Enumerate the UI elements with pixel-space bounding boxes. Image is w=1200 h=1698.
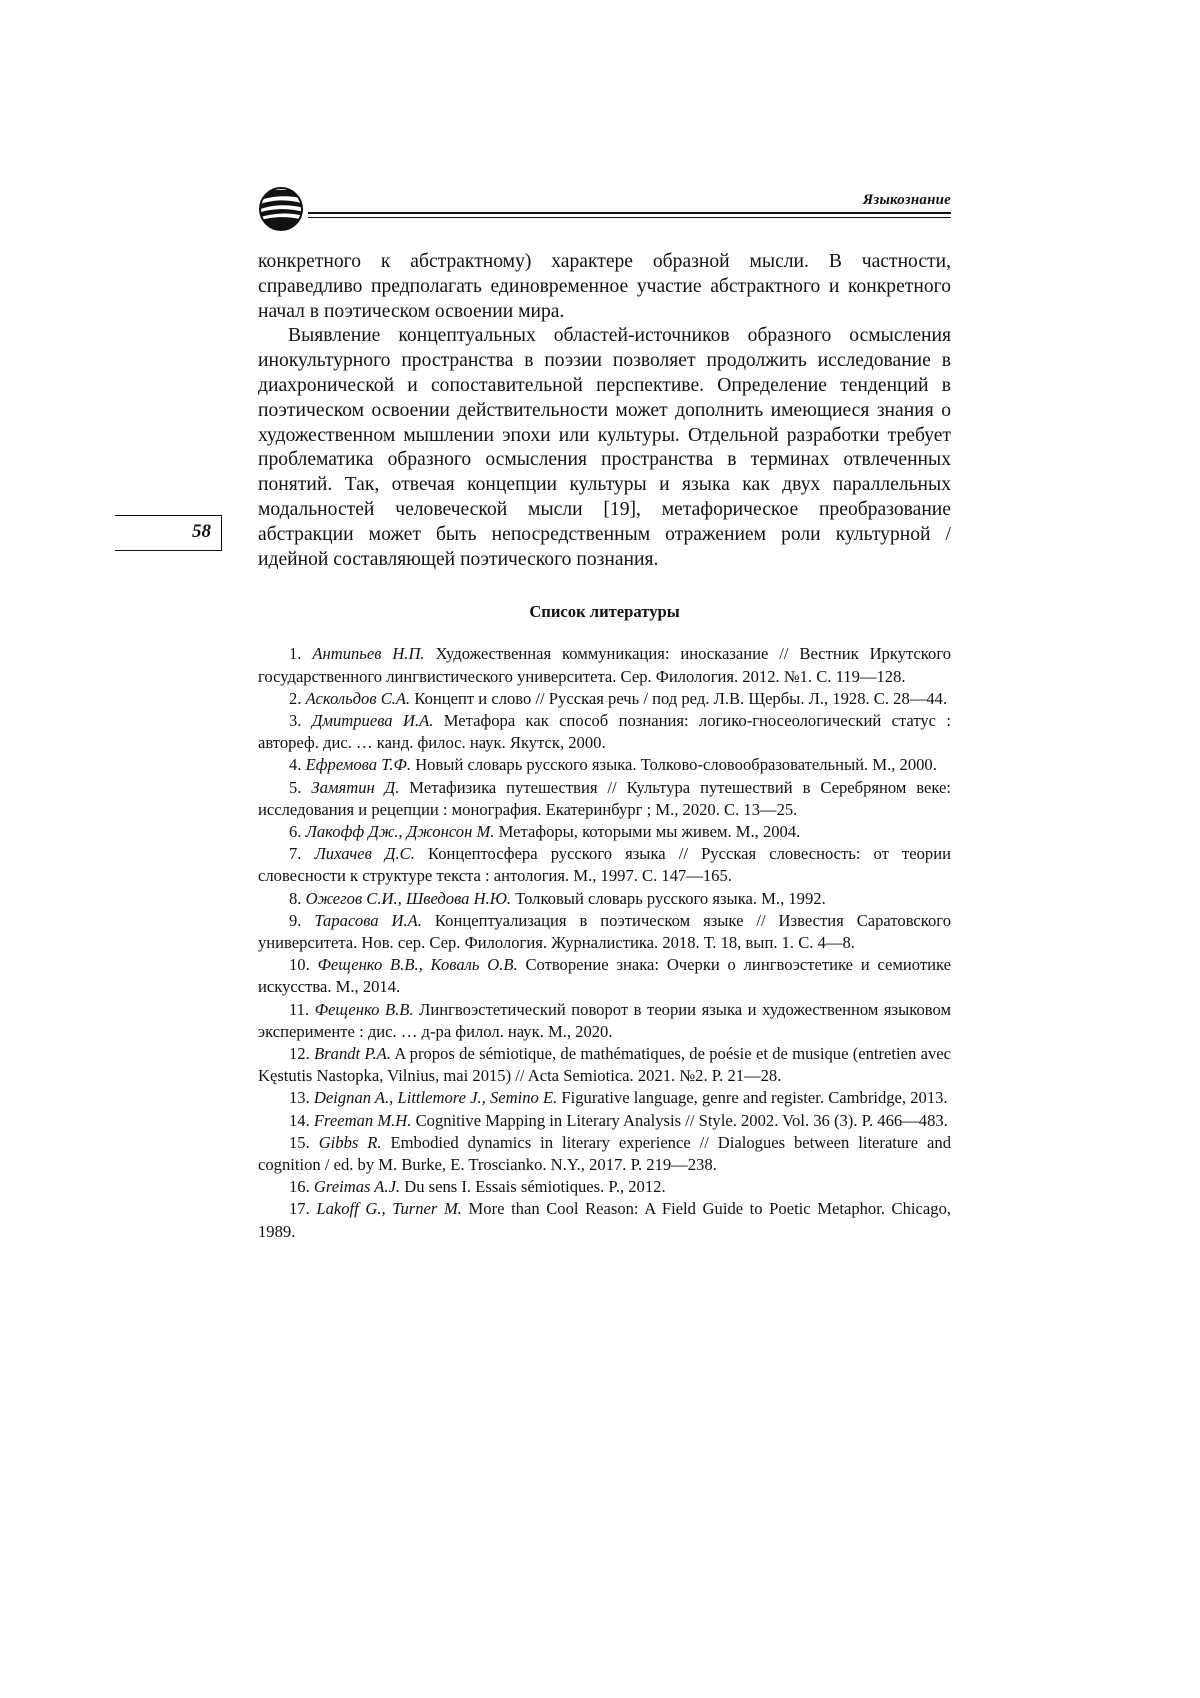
reference-text: More than Cool Reason: A Field Guide to Poetic Metaphor. Chicago, 1989.	[258, 1199, 952, 1241]
reference-number: 13.	[289, 1088, 310, 1108]
reference-text: Концептуализация в поэтическом языке // Известия Саратовского университета. Нов. сер. Сер. Филология. Журналистика. 2018. Т. 18, вып. 1. С. 4—8.	[258, 910, 952, 952]
reference-item	[258, 643, 951, 687]
reference-authors: Freeman M.H.	[313, 1110, 412, 1130]
reference-item	[258, 910, 951, 954]
reference-text: Концептосфера русского языка // Русская словесность: от теории словесности к структуре текста : антология. М., 1997. С. 147—165.	[258, 844, 951, 886]
reference-authors: Ефремова Т.Ф.	[305, 755, 412, 775]
reference-text: Толковый словарь русского языка. М., 1992.	[515, 888, 826, 908]
reference-text: Художественная коммуникация: иносказание // Вестник Иркутского государственного лингвистического университета. Сер. Филология. 2012. №1. С. 119—128.	[258, 644, 952, 686]
running-header	[258, 186, 951, 234]
body-paragraph: Выявление концептуальных областей-источников образного осмысления инокультурного пространства в поэзии позволяет продолжить исследование в диахронической и сопоставительной перспективе. Определение тенденций в поэтическом освоении действительности может дополнить имеющиеся знания о художественном мышлении эпохи или культуры. Отдельной разработки требует проблематика образного осмысления пространства в терминах отвлеченных понятий. Так, отвечая концепции культуры и языка как двух параллельных модальностей человеческой мысли [19], метафорическое преобразование абстракции может быть непосредственным отражением роли культурной / идейной составляющей поэтического познания.	[258, 325, 951, 570]
section-title: Языкознание	[862, 192, 951, 208]
reference-text: Лингвоэстетический поворот в теории языка и художественном языковом эксперименте : дис. … д-ра филол. наук. М., 2020.	[258, 999, 951, 1041]
reference-authors: Фещенко В.В.	[314, 999, 414, 1019]
reference-authors: Deignan A., Littlemore J., Semino E.	[313, 1088, 558, 1108]
reference-item	[258, 821, 951, 843]
reference-text: Новый словарь русского языка. Толково-словообразовательный. М., 2000.	[415, 755, 937, 775]
reference-number: 7.	[289, 844, 302, 864]
reference-text: Метафизика путешествия // Культура путешествий в Серебряном веке: исследования и рецепции : монография. Екатеринбург ; М., 2020. С. 13—25.	[258, 777, 952, 819]
reference-item	[258, 999, 951, 1043]
reference-item	[258, 1176, 951, 1198]
reference-authors: Аскольдов С.А.	[305, 688, 411, 708]
reference-text: Концепт и слово // Русская речь / под ред. Л.В. Щербы. Л., 1928. С. 28—44.	[414, 688, 948, 708]
reference-authors: Фещенко В.В., Коваль О.В.	[317, 955, 518, 975]
reference-item	[258, 777, 951, 821]
reference-authors: Greimas A.J.	[313, 1177, 401, 1197]
page-number-box	[115, 515, 222, 551]
reference-number: 12.	[289, 1044, 310, 1064]
reference-authors: Lakoff G., Turner M.	[316, 1199, 462, 1219]
reference-number: 5.	[289, 777, 302, 797]
reference-number: 1.	[289, 644, 302, 664]
reference-number: 9.	[289, 910, 302, 930]
reference-item	[258, 1132, 951, 1176]
reference-authors: Gibbs R.	[318, 1132, 382, 1152]
reference-authors: Brandt P.A.	[314, 1044, 391, 1064]
reference-number: 6.	[289, 821, 302, 841]
reference-authors: Лихачев Д.С.	[314, 844, 415, 864]
reference-number: 10.	[289, 955, 310, 975]
reference-number: 11.	[289, 999, 310, 1019]
reference-number: 8.	[289, 888, 302, 908]
reference-number: 17.	[289, 1199, 310, 1219]
header-rule-thick	[308, 212, 951, 214]
reference-item	[258, 688, 951, 710]
reference-item	[258, 1198, 951, 1242]
reference-number: 4.	[289, 755, 302, 775]
reference-item	[258, 1043, 951, 1087]
reference-text: Du sens I. Essais sémiotiques. P., 2012.	[404, 1177, 666, 1197]
reference-text: Метафора как способ познания: логико-гносеологический статус : автореф. дис. … канд. филос. наук. Якутск, 2000.	[258, 710, 952, 753]
reference-item	[258, 710, 951, 754]
references-list	[258, 643, 951, 1242]
reference-text: Figurative language, genre and register. Cambridge, 2013.	[561, 1088, 948, 1108]
page-number: 58	[192, 521, 211, 542]
reference-number: 16.	[289, 1177, 310, 1197]
body-paragraph: конкретного к абстрактному) характере образной мысли. В частности, справедливо предполагать единовременное участие абстрактного и конкретного начал в поэтическом освоении мира.	[258, 251, 951, 322]
reference-text: Метафоры, которыми мы живем. М., 2004.	[498, 821, 801, 841]
reference-authors: Антипьев Н.П.	[312, 644, 425, 664]
reference-item	[258, 754, 951, 776]
reference-item	[258, 843, 951, 887]
reference-number: 14.	[289, 1110, 310, 1130]
reference-item	[258, 888, 951, 910]
reference-number: 3.	[289, 710, 302, 730]
header-rule-thin	[308, 217, 951, 218]
reference-text: Сотворение знака: Очерки о лингвоэстетике и семиотике искусства. М., 2014.	[258, 955, 951, 997]
reference-text: Cognitive Mapping in Literary Analysis // Style. 2002. Vol. 36 (3). P. 466—483.	[415, 1110, 948, 1130]
references-heading: Список литературы	[529, 602, 680, 622]
reference-authors: Ожегов С.И., Шведова Н.Ю.	[305, 888, 512, 908]
reference-number: 15.	[289, 1132, 310, 1152]
reference-number: 2.	[289, 688, 302, 708]
reference-authors: Тарасова И.А.	[314, 910, 422, 930]
reference-item	[258, 954, 951, 998]
reference-item	[258, 1087, 951, 1109]
reference-authors: Дмитриева И.А.	[311, 710, 434, 730]
reference-authors: Замятин Д.	[311, 777, 400, 797]
reference-authors: Лакофф Дж., Джонсон М.	[305, 821, 495, 841]
reference-text: Embodied dynamics in literary experience // Dialogues between literature and cognition / ed. by M. Burke, E. Troscianko. N.Y., 2017. P. 219—238.	[258, 1132, 952, 1175]
main-content	[258, 250, 951, 1243]
reference-text: A propos de sémiotique, de mathématiques, de poésie et de musique (entretien avec Kęstutis Nastopka, Vilnius, mai 2015) // Acta Semiotica. 2021. №2. P. 21—28.	[258, 1044, 952, 1086]
journal-wave-logo-icon	[258, 186, 304, 232]
reference-item	[258, 1110, 951, 1132]
